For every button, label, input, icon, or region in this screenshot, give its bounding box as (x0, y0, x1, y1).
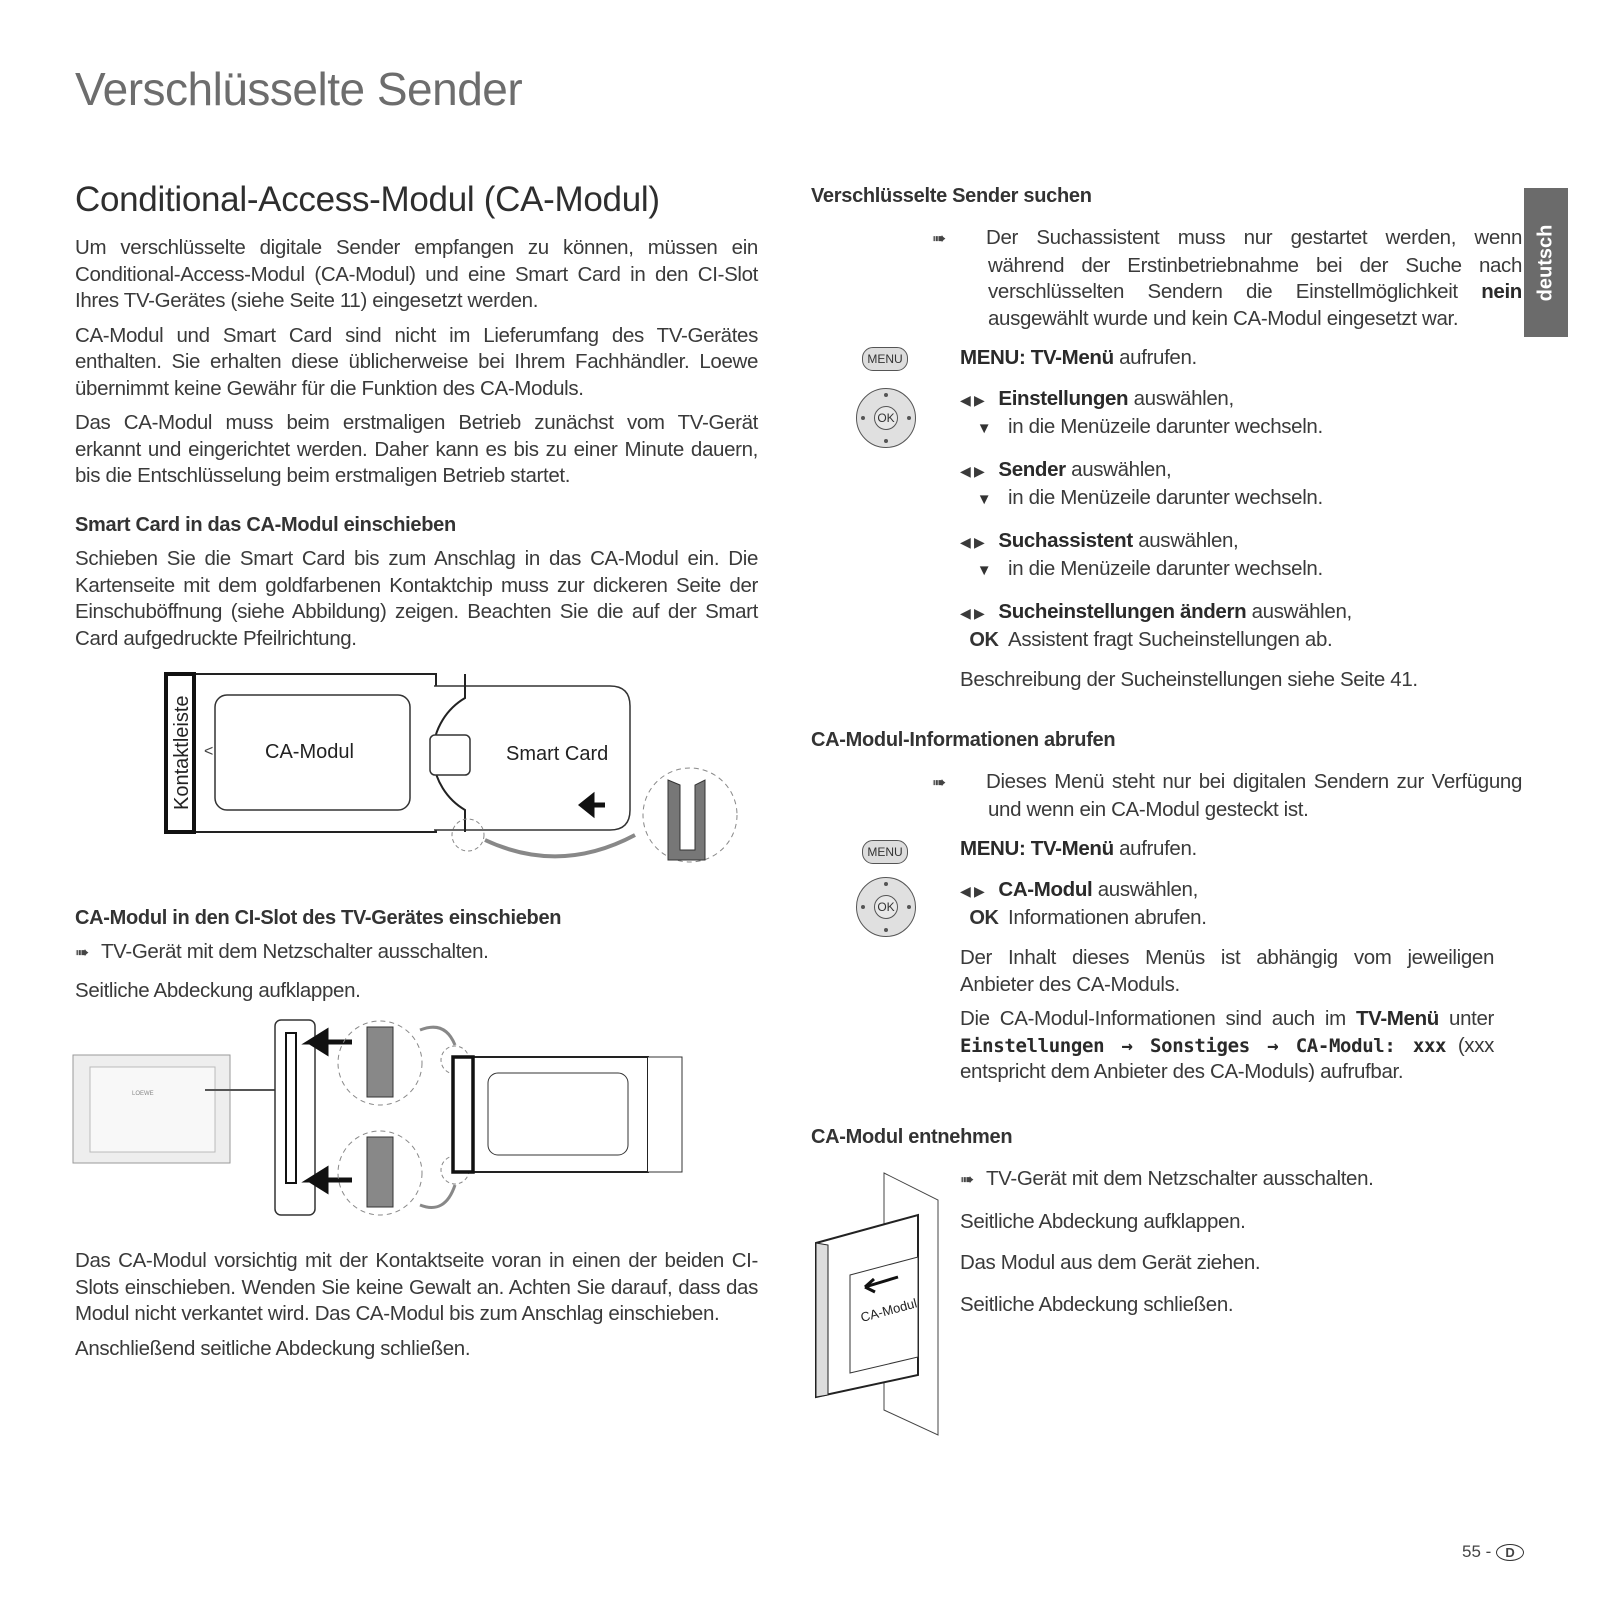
ok-navigation-icon (856, 388, 916, 448)
page-footer (1462, 1542, 1524, 1562)
ok-key: OK (969, 906, 999, 929)
menu-path: Einstellungen → Sonstiges → CA-Modul: xxx (960, 1034, 1447, 1057)
paragraph: Das CA-Modul vorsichtig mit der Kontaktseite voran in einen der beiden CI-Slots einschieben. Wenden Sie keine Gewalt an. Achten Sie darauf, dass das Modul nicht verkantet wird. Das CA-Modul bis zum Anschlag einschieben. (75, 1249, 758, 1325)
ok-label: OK (874, 895, 898, 919)
paragraph: Das CA-Modul muss beim erstmaligen Betrieb zunächst vom TV-Gerät erkannt und eingerichtet werden. Daher kann es bis zu einer Minute dauern, bis die Entschlüsselung beim erstmaligen Betrieb startet. (75, 411, 758, 487)
text: Die CA-Modul-Informationen sind auch im (960, 1007, 1346, 1030)
language-tab-label: deutsch (1534, 224, 1557, 301)
arrow-bullet-icon: ➠ (932, 773, 946, 792)
module-label: CA-Modul (858, 1295, 919, 1325)
ok-key: OK (969, 628, 999, 651)
info-text (960, 945, 1494, 1086)
left-right-arrow-icon: ◀ ▶ (960, 605, 985, 621)
subheading: Smart Card in das CA-Modul einschieben (75, 514, 456, 536)
svg-text:<: < (204, 743, 214, 760)
arrow-bullet-icon: ➠ (932, 229, 946, 248)
left-right-arrow-icon: ◀ ▶ (960, 392, 985, 408)
contact-label: Kontaktleiste (171, 695, 193, 810)
info-steps (960, 877, 1207, 931)
paragraph: CA-Modul und Smart Card sind nicht im Lieferumfang des TV-Gerätes enthalten. Sie erhalten diese üblicherweise bei Ihrem Fachhändler. Loewe übernimmt keine Gewähr für die Funktion des CA-Moduls. (75, 323, 758, 400)
language-tab (1524, 188, 1568, 337)
ok-label: OK (874, 406, 898, 430)
menu-button-icon: MENU (862, 840, 908, 864)
subheading: CA-Modul in den CI-Slot des TV-Gerätes einschieben (75, 907, 562, 929)
paragraph: Anschließend seitliche Abdeckung schließen. (75, 1336, 471, 1360)
step-text: auswählen, (1071, 458, 1172, 481)
remove-text (960, 1166, 1494, 1318)
ok-navigation-icon (856, 877, 916, 937)
paragraph: Der Inhalt dieses Menüs ist abhängig vom jeweiligen Anbieter des CA-Moduls. (960, 946, 1494, 996)
step-text: Assistent fragt Sucheinstellungen ab. (1008, 627, 1333, 651)
left-right-arrow-icon: ◀ ▶ (960, 463, 985, 479)
step-text: in die Menüzeile darunter wechseln. (1008, 485, 1323, 509)
search-steps (960, 386, 1494, 694)
step-note: Beschreibung der Sucheinstellungen siehe Seite 41. (960, 668, 1418, 691)
subheading: CA-Modul entnehmen (811, 1126, 1013, 1148)
step-sub (960, 556, 1494, 585)
down-arrow-icon: ▼ (976, 561, 992, 579)
step-text: aufrufen. (1119, 346, 1197, 369)
insert-step: Seitliche Abdeckung aufklappen. (75, 979, 361, 1002)
smartcard-figure (150, 660, 750, 880)
step-text: auswählen, (1097, 878, 1198, 901)
page-title: Verschlüsselte Sender (75, 63, 523, 115)
section-heading: Conditional-Access-Modul (CA-Modul) (75, 180, 660, 219)
step-text: Informationen abrufen. (1008, 905, 1207, 929)
page-number: 55 - (1462, 1542, 1492, 1561)
step-bold: CA-Modul (998, 878, 1093, 901)
search-note (932, 225, 1522, 332)
bullet (960, 1166, 1494, 1194)
subheading: CA-Modul-Informationen abrufen (811, 729, 1116, 751)
step-bold: Sender (998, 458, 1066, 481)
note-bold: nein (1481, 280, 1522, 303)
note-text: Dieses Menü steht nur bei digitalen Sendern zur Verfügung und wenn ein CA-Modul gesteckt ist. (986, 770, 1522, 821)
step-sub (960, 905, 1207, 932)
step-bold: Sucheinstellungen ändern (998, 600, 1247, 623)
left-right-arrow-icon: ◀ ▶ (960, 534, 985, 550)
step-sub (960, 627, 1494, 654)
subheading: Verschlüsselte Sender suchen (811, 185, 1092, 207)
step-text: auswählen, (1138, 529, 1239, 552)
step-text: auswählen, (1251, 600, 1352, 623)
step (960, 457, 1494, 485)
tv-slot-figure (70, 1015, 690, 1225)
step-sub (960, 485, 1494, 514)
bullet-text: TV-Gerät mit dem Netzschalter ausschalten. (101, 940, 489, 963)
step-text: in die Menüzeile darunter wechseln. (1008, 556, 1323, 580)
step: Seitliche Abdeckung aufklappen. (960, 1209, 1246, 1233)
down-arrow-icon: ▼ (976, 490, 992, 508)
curved-arrow-icon (485, 835, 635, 856)
card-label: Smart Card (506, 743, 609, 765)
step: Das Modul aus dem Gerät ziehen. (960, 1251, 1261, 1274)
note-text: ausgewählt wurde und kein CA-Modul eingesetzt war. (988, 306, 1459, 330)
chip-icon (430, 735, 470, 775)
note-text: Der Suchassistent muss nur gestartet werden, wenn während der Erstinbetriebnahme bei der Suche nach verschlüsselten Sendern die Einstellmöglichkeit (986, 226, 1522, 303)
left-right-arrow-icon: ◀ ▶ (960, 883, 985, 899)
arrow-bullet-icon: ➠ (960, 1170, 974, 1189)
language-badge: D (1496, 1544, 1524, 1561)
remove-module-figure (810, 1165, 950, 1440)
step-text: in die Menüzeile darunter wechseln. (1008, 414, 1323, 438)
step-text: auswählen, (1133, 387, 1234, 410)
tv-logo: LOEWE (132, 1091, 154, 1097)
step-sub (960, 414, 1494, 443)
arrow-bullet-icon: ➠ (75, 943, 89, 962)
text: unter (1449, 1007, 1494, 1030)
smartcard-text: Schieben Sie die Smart Card bis zum Anschlag in das CA-Modul ein. Die Kartenseite mit dem goldfarbenen Kontaktchip muss zur dickeren Seite der Einschuböffnung (siehe Abbildung) zeigen. Beachten Sie die auf der Smart Card aufgedruckte Pfeilrichtung. (75, 547, 758, 650)
step-text: aufrufen. (1119, 837, 1197, 860)
step-bold: Einstellungen (998, 387, 1129, 410)
step (960, 877, 1207, 905)
step-bold: Suchassistent (998, 529, 1133, 552)
info-note (932, 769, 1522, 823)
step-bold: MENU: TV-Menü (960, 346, 1114, 369)
step (960, 599, 1494, 627)
menu-ref: TV-Menü (1355, 1007, 1439, 1030)
intro-text (75, 235, 758, 490)
menu-step (960, 345, 1197, 372)
text: (xxx entspricht dem Anbieter des CA-Moduls) aufrufbar. (960, 1033, 1494, 1083)
menu-button-icon: MENU (862, 347, 908, 371)
bullet-text: TV-Gerät mit dem Netzschalter ausschalten. (986, 1167, 1374, 1190)
step (960, 386, 1494, 414)
paragraph: Um verschlüsselte digitale Sender empfangen zu können, müssen ein Conditional-Access-Modul (CA-Modul) und eine Smart Card in den CI-Slot Ihres TV-Gerätes (siehe Seite 11) eingesetzt werden. (75, 236, 758, 312)
insert-bullet (75, 939, 758, 967)
menu-step (960, 836, 1197, 863)
paragraph (960, 1006, 1494, 1086)
module-label: CA-Modul (265, 741, 354, 763)
step-bold: MENU: TV-Menü (960, 837, 1114, 860)
step: Seitliche Abdeckung schließen. (960, 1292, 1234, 1316)
down-arrow-icon: ▼ (976, 419, 992, 437)
step (960, 528, 1494, 556)
insert-text (75, 1248, 758, 1362)
